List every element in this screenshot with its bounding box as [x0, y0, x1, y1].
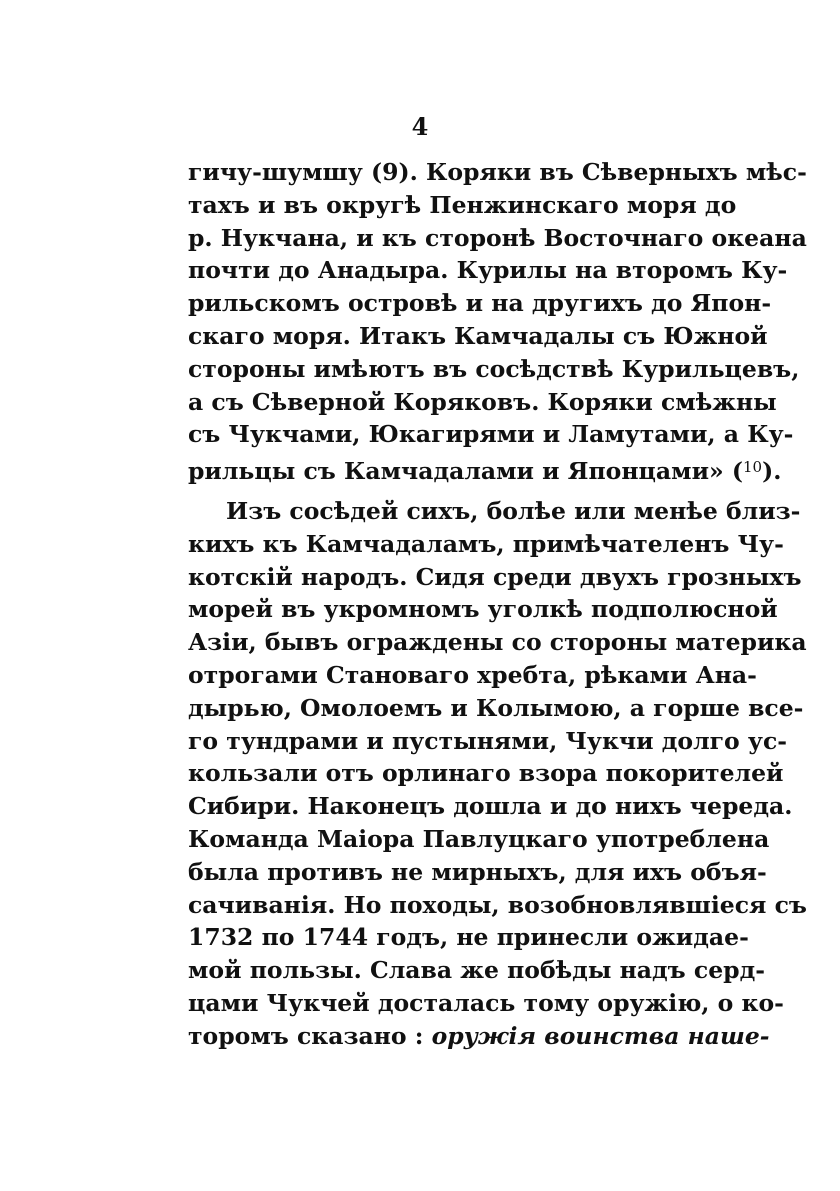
text-line: отрогами Становаго хребта, рѣками Ана-	[188, 660, 757, 689]
text-line: сачиванія. Но походы, возобновлявшіеся съ	[188, 890, 807, 919]
text-line: тахъ и въ округѣ Пенжинскаго моря до	[188, 190, 737, 219]
text-line: го тундрами и пустынями, Чукчи долго ус-	[188, 726, 788, 755]
text-line: мой пользы. Слава же побѣды надъ серд-	[188, 956, 765, 985]
text-line-last	[188, 451, 782, 486]
text-fragment: торомъ сказано :	[188, 1021, 432, 1050]
text-line: морей въ укромномъ уголкѣ подполюсной	[188, 595, 778, 624]
paragraph-1	[188, 156, 807, 486]
text-line: а съ Сѣверной Коряковъ. Коряки смѣжны	[188, 387, 777, 416]
footnote-ref: 10	[742, 458, 763, 477]
text-line: была противъ не мирныхъ, для ихъ объя-	[188, 857, 767, 886]
italic-quote: оружія воинства наше-	[431, 1021, 770, 1050]
text-line-last	[188, 1020, 770, 1053]
text-line: съ Чукчами, Юкагирями и Ламутами, а Ку-	[188, 420, 794, 449]
text-line: Изъ сосѣдей сихъ, болѣе или менѣе близ-	[226, 496, 801, 525]
text-line: кихъ къ Камчадаламъ, примѣчателенъ Чу-	[188, 529, 784, 558]
text-line: кользали отъ орлинаго взора покорителей	[188, 759, 784, 788]
text-line: Азіи, бывъ ограждены со стороны материка	[188, 628, 807, 657]
text-line: Сибири. Наконецъ дошла и до нихъ череда.	[188, 792, 793, 821]
paragraph-gap	[188, 484, 716, 495]
text-line: почти до Анадыра. Курилы на второмъ Ку-	[188, 256, 788, 285]
text-line: р. Нукчана, и къ сторонѣ Восточнаго океана	[188, 223, 807, 252]
body-text	[188, 156, 807, 1053]
text-fragment: ).	[762, 457, 782, 486]
text-fragment: рильцы съ Камчадалами и Японцами» (	[188, 457, 743, 486]
text-line: котскій народъ. Сидя среди двухъ грозныхъ	[188, 562, 802, 591]
text-line: цами Чукчей досталась тому оружію, о ко-	[188, 988, 784, 1017]
text-line: 1732 по 1744 годъ, не принесли ожидае-	[188, 923, 749, 952]
text-line: дырью, Омолоемъ и Колымою, а горше все-	[188, 693, 804, 722]
paragraph-2	[188, 495, 807, 1053]
text-line: гичу-шумшу (9). Коряки въ Сѣверныхъ мѣс-	[188, 158, 807, 186]
text-line: Команда Маіора Павлуцкаго употреблена	[188, 824, 770, 853]
text-line: стороны имѣютъ въ сосѣдствѣ Курильцевъ,	[188, 354, 800, 383]
text-line: рильскомъ островѣ и на другихъ до Япон-	[188, 289, 772, 318]
text-line: скаго моря. Итакъ Камчадалы съ Южной	[188, 321, 768, 350]
page-number: 4	[411, 112, 429, 141]
